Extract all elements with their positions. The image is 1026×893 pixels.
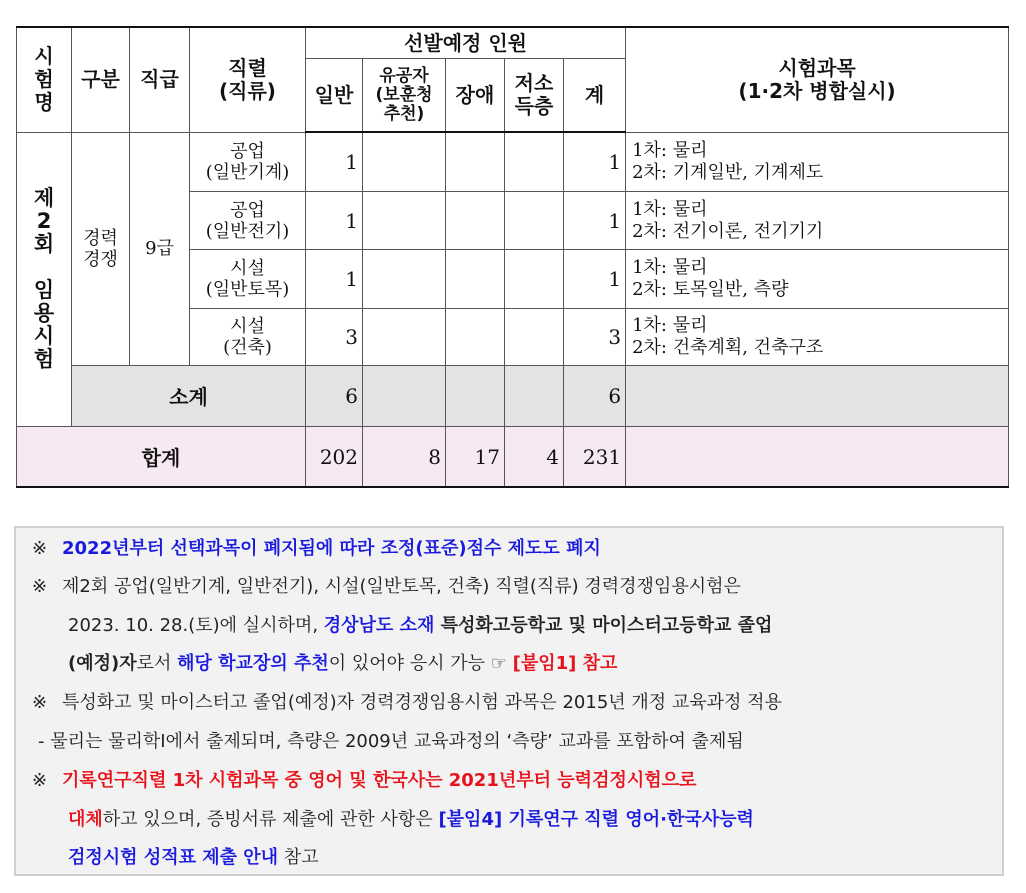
header-quota-group: 선발예정 인원 xyxy=(306,27,626,59)
grand-total-subjects xyxy=(626,427,1009,487)
header-job-series: 직렬 (직류) xyxy=(190,27,306,132)
note-4 xyxy=(38,727,744,753)
grand-total-disabled: 17 xyxy=(446,427,505,487)
subject-first: 1차: 물리 xyxy=(632,256,708,278)
note-2-as: 로서 xyxy=(136,653,178,674)
quota-disabled-cell xyxy=(446,250,505,308)
quota-general-cell: 1 xyxy=(306,192,363,250)
note-4-text: - 물리는 물리학Ⅰ에서 출제되며, 측량은 2009년 교육과정의 ‘측량’ 교과를 포함하여 출제됨 xyxy=(38,731,744,752)
grand-total-lowincome: 4 xyxy=(505,427,564,487)
note-1 xyxy=(32,534,601,560)
subjects-cell xyxy=(626,250,1009,308)
grand-total-total: 231 xyxy=(564,427,626,487)
note-2 xyxy=(32,572,741,598)
subtotal-subjects xyxy=(626,365,1009,426)
quota-veteran-cell xyxy=(363,132,446,191)
subjects-cell xyxy=(626,132,1009,191)
note-2-schools: 특성화고등학교 및 마이스터고등학교 졸업 xyxy=(434,615,773,636)
subtotal-general: 6 xyxy=(306,365,363,426)
grand-total-veteran: 8 xyxy=(363,427,446,487)
note-mark: ※ xyxy=(32,692,48,713)
note-5-ref: 참고 xyxy=(278,847,319,868)
note-mark: ※ xyxy=(32,770,48,791)
note-2-cont2 xyxy=(68,649,617,675)
subject-second: 2차: 기계일반, 기계제도 xyxy=(632,161,824,183)
note-5-docs: 하고 있으며, 증빙서류 제출에 관한 사항은 xyxy=(102,809,439,830)
quota-disabled-cell xyxy=(446,308,505,365)
header-exam-name: 시 험 명 xyxy=(17,27,72,132)
note-mark: ※ xyxy=(32,576,48,597)
grade-cell: 9급 xyxy=(130,132,190,365)
note-3-text: 특성화고 및 마이스터고 졸업(예정)자 경력경쟁임용시험 과목은 2015년 개정 교육과정 적용 xyxy=(62,692,782,713)
header-quota-total: 계 xyxy=(564,59,626,133)
quota-general-cell: 1 xyxy=(306,132,363,191)
note-mark: ※ xyxy=(32,538,48,559)
quota-veteran-cell xyxy=(363,192,446,250)
note-5 xyxy=(32,766,696,792)
subtotal-label: 소계 xyxy=(72,365,306,426)
subtotal-veteran xyxy=(363,365,446,426)
quota-total-cell: 1 xyxy=(564,192,626,250)
note-5-cont xyxy=(68,805,754,831)
job-series-cell: 시설 (건축) xyxy=(190,308,306,365)
quota-veteran-cell xyxy=(363,250,446,308)
quota-total-cell: 1 xyxy=(564,132,626,191)
note-3 xyxy=(32,688,782,714)
note-2-date: 2023. 10. 28.(토)에 실시하며, xyxy=(68,615,324,636)
note-2-expected: (예정)자 xyxy=(68,653,137,674)
subject-second: 2차: 토목일반, 측량 xyxy=(632,278,789,300)
header-subjects-note: (1·2차 병합실시) xyxy=(738,78,896,103)
recruitment-table xyxy=(16,26,1009,488)
job-series-cell: 시설 (일반토목) xyxy=(190,250,306,308)
note-1-text: 2022년부터 선택과목이 폐지됨에 따라 조정(표준)점수 제도도 폐지 xyxy=(62,538,601,559)
grand-total-general: 202 xyxy=(306,427,363,487)
category-cell: 경력 경쟁 xyxy=(72,132,130,365)
subject-second: 2차: 건축계획, 건축구조 xyxy=(632,336,824,358)
subtotal-lowincome xyxy=(505,365,564,426)
header-subjects xyxy=(626,27,1009,132)
header-quota-veteran: 유공자 (보훈청 추천) xyxy=(363,59,446,133)
quota-total-cell: 3 xyxy=(564,308,626,365)
header-subjects-title: 시험과목 xyxy=(778,55,856,80)
note-2-text: 제2회 공업(일반기계, 일반전기), 시설(일반토목, 건축) 직렬(직류) 경력경쟁임용시험은 xyxy=(62,576,741,597)
quota-disabled-cell xyxy=(446,192,505,250)
note-2-eligible: 이 있어야 응시 가능 ☞ xyxy=(328,653,513,674)
quota-lowincome-cell xyxy=(505,308,564,365)
header-quota-lowincome: 저소 득층 xyxy=(505,59,564,133)
quota-lowincome-cell xyxy=(505,192,564,250)
quota-general-cell: 3 xyxy=(306,308,363,365)
note-5-replace: 대체 xyxy=(68,809,103,830)
quota-disabled-cell xyxy=(446,132,505,191)
note-2-attachment-ref: [붙임1] 참고 xyxy=(512,653,618,674)
exam-name-cell: 제 2 회 임 용 시 험 xyxy=(17,132,72,426)
subtotal-disabled xyxy=(446,365,505,426)
quota-veteran-cell xyxy=(363,308,446,365)
subjects-cell xyxy=(626,192,1009,250)
note-5-guide: 검정시험 성적표 제출 안내 xyxy=(68,847,279,868)
subject-first: 1차: 물리 xyxy=(632,314,708,336)
header-quota-disabled: 장애 xyxy=(446,59,505,133)
quota-total-cell: 1 xyxy=(564,250,626,308)
header-grade: 직급 xyxy=(130,27,190,132)
note-2-region: 경상남도 소재 xyxy=(323,615,435,636)
subject-first: 1차: 물리 xyxy=(632,198,708,220)
quota-lowincome-cell xyxy=(505,250,564,308)
header-quota-general: 일반 xyxy=(306,59,363,133)
quota-lowincome-cell xyxy=(505,132,564,191)
note-5-text: 기록연구직렬 1차 시험과목 중 영어 및 한국사는 2021년부터 능력검정시험으로 xyxy=(62,770,697,791)
note-5-cont2 xyxy=(68,843,319,869)
quota-general-cell: 1 xyxy=(306,250,363,308)
grand-total-label: 합계 xyxy=(17,427,306,487)
job-series-cell: 공업 (일반기계) xyxy=(190,132,306,191)
subject-first: 1차: 물리 xyxy=(632,139,708,161)
note-5-attachment-ref: [붙임4] 기록연구 직렬 영어·한국사능력 xyxy=(438,809,754,830)
subject-second: 2차: 전기이론, 전기기기 xyxy=(632,220,824,242)
job-series-cell: 공업 (일반전기) xyxy=(190,192,306,250)
notes-box xyxy=(14,526,1004,876)
header-category: 구분 xyxy=(72,27,130,132)
subjects-cell xyxy=(626,308,1009,365)
note-2-recommendation: 해당 학교장의 추천 xyxy=(177,653,329,674)
subtotal-total: 6 xyxy=(564,365,626,426)
note-2-cont xyxy=(68,611,772,637)
